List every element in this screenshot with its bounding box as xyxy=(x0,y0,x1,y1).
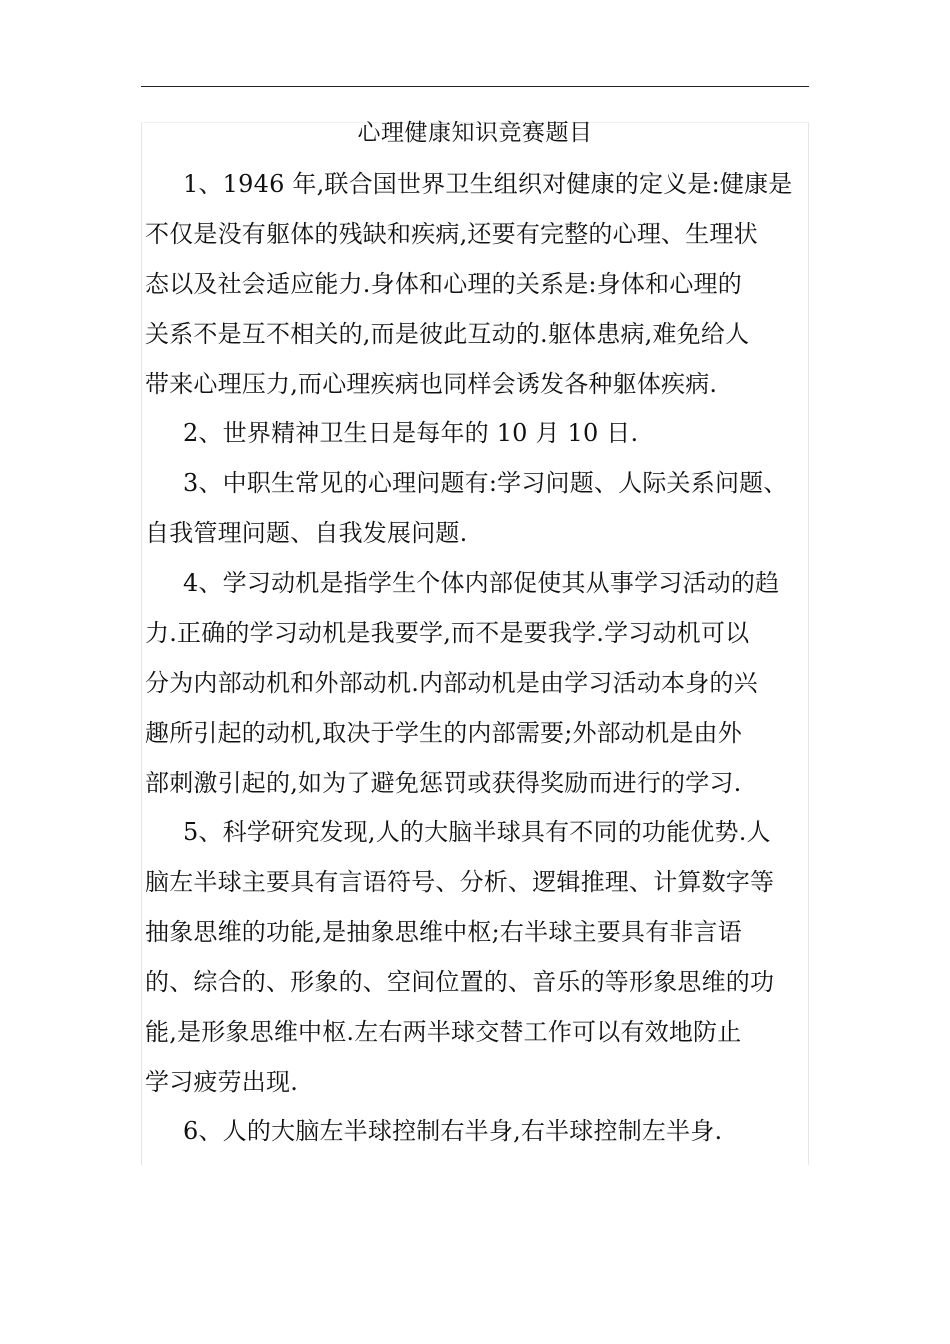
text-line-q6: 6、人的大脑左半球控制右半身,右半球控制左半身. xyxy=(183,1117,723,1145)
document-title: 心理健康知识竞赛题目 xyxy=(357,120,593,146)
text-line: 态以及社会适应能力.身体和心理的关系是:身体和心理的 xyxy=(145,270,742,298)
text-line: 的、综合的、形象的、空间位置的、音乐的等形象思维的功 xyxy=(145,968,775,996)
text-line: 学习疲劳出现. xyxy=(145,1068,299,1096)
text-line: 部刺激引起的,如为了避免惩罚或获得奖励而进行的学习. xyxy=(145,769,742,797)
text-line: 带来心理压力,而心理疾病也同样会诱发各种躯体疾病. xyxy=(145,370,718,398)
text-line-q1: 1、1946 年,联合国世界卫生组织对健康的定义是:健康是 xyxy=(183,170,793,198)
text-line: 不仅是没有躯体的残缺和疾病,还要有完整的心理、生理状 xyxy=(145,220,758,248)
text-line: 力.正确的学习动机是我要学,而不是要我学.学习动机可以 xyxy=(145,619,750,647)
text-line-q5: 5、科学研究发现,人的大脑半球具有不同的功能优势.人 xyxy=(183,818,771,846)
text-line-q2: 2、世界精神卫生日是每年的 10 月 10 日. xyxy=(183,419,639,447)
text-line: 趣所引起的动机,取决于学生的内部需要;外部动机是由外 xyxy=(145,719,742,747)
text-line-q4: 4、学习动机是指学生个体内部促使其从事学习活动的趋 xyxy=(183,569,780,597)
header-rule xyxy=(141,86,809,87)
text-line-q3: 3、中职生常见的心理问题有:学习问题、人际关系问题、 xyxy=(183,469,788,497)
text-line: 脑左半球主要具有言语符号、分析、逻辑推理、计算数字等 xyxy=(145,868,775,896)
text-line: 分为内部动机和外部动机.内部动机是由学习活动本身的兴 xyxy=(145,669,758,697)
text-line: 能,是形象思维中枢.左右两半球交替工作可以有效地防止 xyxy=(145,1018,742,1046)
text-line: 抽象思维的功能,是抽象思维中枢;右半球主要具有非言语 xyxy=(145,918,742,946)
text-line: 自我管理问题、自我发展问题. xyxy=(145,519,468,547)
text-line: 关系不是互不相关的,而是彼此互动的.躯体患病,难免给人 xyxy=(145,320,750,348)
